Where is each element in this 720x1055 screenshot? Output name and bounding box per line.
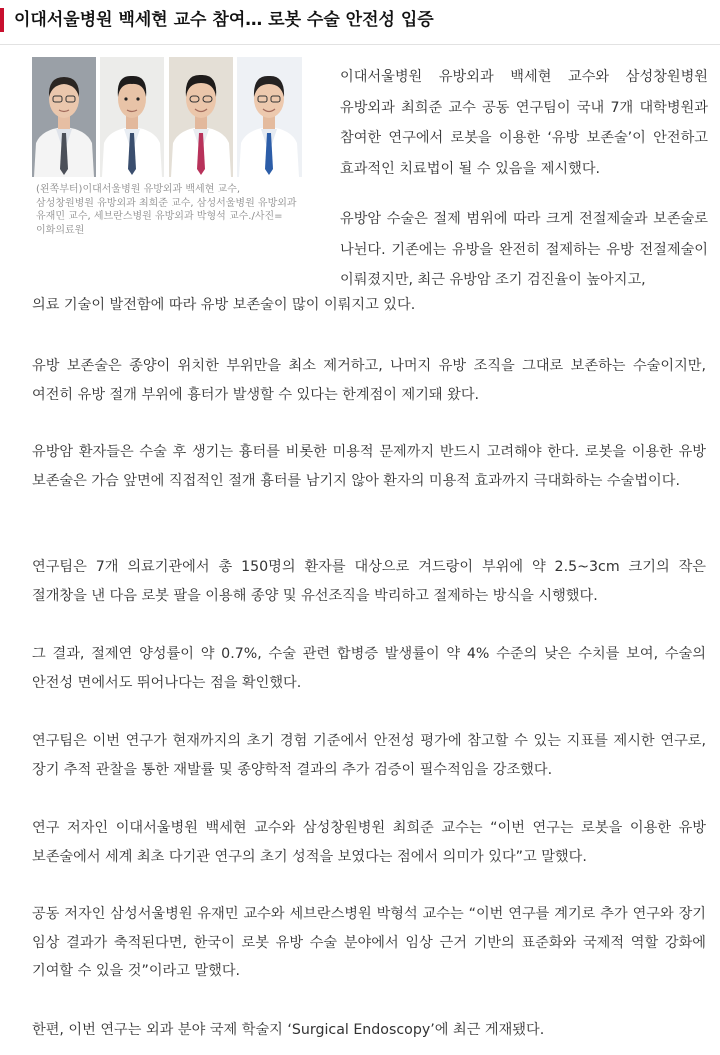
paragraph-1: 이대서울병원 유방외과 백세현 교수와 삼성창원병원 유방외과 최희준 교수 공동 연구팀이 국내 7개 대학병원과 참여한 연구에서 로봇을 이용한 ‘유방 보존술’이 안전하고 효과적인 치료법이 될 수 있음을 제시했다. — [340, 69, 708, 177]
paragraph-2-continued: 의료 기술이 발전함에 따라 유방 보존술이 많이 이뤄지고 있다. — [32, 297, 416, 313]
paragraph-3: 유방 보존술은 종양이 위치한 부위만을 최소 제거하고, 나머지 유방 조직을 그대로 보존하는 수술이지만, 여전히 유방 절개 부위에 흉터가 발생할 수 있다는 한계점이 제기돼 왔다. — [32, 358, 706, 403]
portrait-choi — [100, 57, 164, 177]
photo-caption: (왼쪽부터)이대서울병원 유방외과 백세현 교수, 삼성창원병원 유방외과 최희준 교수, 삼성서울병원 유방외과 유재민 교수, 세브란스병원 유방외과 박형석 교수./사진=이화의료원 — [36, 184, 297, 236]
paragraph-7: 연구팀은 이번 연구가 현재까지의 초기 경험 기준에서 안전성 평가에 참고할 수 있는 지표를 제시한 연구로, 장기 추적 관찰을 통한 재발률 및 종양학적 결과의 추가 검증이 필수적임을 강조했다. — [32, 733, 706, 778]
portrait-park — [237, 57, 302, 177]
article-photo — [32, 57, 302, 250]
paragraph-5: 연구팀은 7개 의료기관에서 총 150명의 환자를 대상으로 겨드랑이 부위에 약 2.5~3cm 크기의 작은 절개창을 낸 다음 로봇 팔을 이용해 종양 및 유선조직을 박리하고 절제하는 방식을 시행했다. — [32, 559, 706, 604]
portrait-baek — [32, 57, 96, 177]
paragraph-6: 그 결과, 절제연 양성률이 약 0.7%, 수술 관련 합병증 발생률이 약 4% 수준의 낮은 수치를 보여, 수술의 안전성 면에서도 뛰어나다는 점을 확인했다. — [32, 646, 706, 691]
headline-accent-bar — [0, 8, 4, 32]
paragraph-10: 한편, 이번 연구는 외과 분야 국제 학술지 ‘Surgical Endoscopy’에 최근 게재됐다. — [32, 1022, 545, 1038]
paragraph-9: 공동 저자인 삼성서울병원 유재민 교수와 세브란스병원 박형석 교수는 “이번 연구를 계기로 추가 연구와 장기 임상 결과가 축적된다면, 한국이 로봇 유방 수술 분야에서 임상 근거 기반의 표준화와 국제적 역할 강화에 기여할 수 있을 것”이라고 말했다. — [32, 906, 706, 979]
headline-bar — [0, 0, 720, 45]
paragraph-8: 연구 저자인 이대서울병원 백세현 교수와 삼성창원병원 최희준 교수는 “이번 연구는 로봇을 이용한 유방 보존술에서 세계 최초 다기관 연구의 초기 성적을 보였다는 점에서 의미가 있다”고 말했다. — [32, 820, 706, 865]
article-headline: 이대서울병원 백세현 교수 참여… 로봇 수술 안전성 입증 — [14, 10, 434, 30]
paragraph-4: 유방암 환자들은 수술 후 생기는 흉터를 비롯한 미용적 문제까지 반드시 고려해야 한다. 로봇을 이용한 유방 보존술은 가슴 앞면에 직접적인 절개 흉터를 남기지 않아 환자의 미용적 효과까지 극대화하는 수술법이다. — [32, 444, 706, 489]
paragraph-2: 유방암 수술은 절제 범위에 따라 크게 전절제술과 보존술로 나뉜다. 기존에는 유방을 완전히 절제하는 유방 전절제술이 이뤄졌지만, 최근 유방암 조기 검진율이 높아지고, — [340, 211, 708, 288]
portrait-row — [32, 57, 302, 177]
portrait-yu — [169, 57, 233, 177]
